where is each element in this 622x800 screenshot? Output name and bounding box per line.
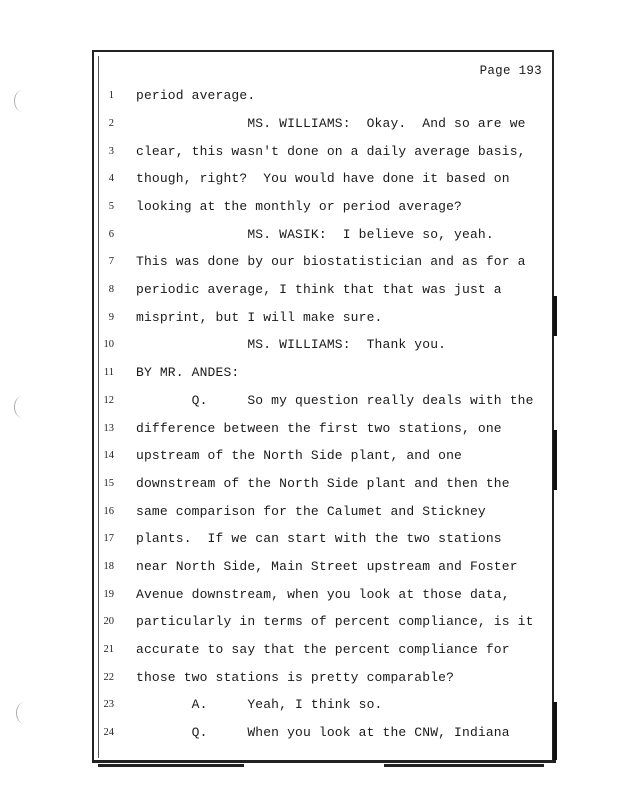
line-text: downstream of the North Side plant and then the: [136, 475, 510, 491]
line-text: MS. WASIK: I believe so, yeah.: [136, 226, 494, 242]
punch-hole-mark: [14, 90, 31, 112]
transcript-line: [100, 694, 383, 714]
line-text: Q. When you look at the CNW, Indiana: [136, 724, 510, 740]
transcript-line: [100, 307, 383, 327]
line-number: 8: [108, 283, 114, 295]
line-number: 5: [108, 200, 114, 212]
transcript-line: [100, 501, 486, 521]
line-number: 22: [103, 671, 114, 683]
transcript-line: [100, 196, 462, 216]
line-text: though, right? You would have done it based on: [136, 170, 510, 186]
transcript-line: [100, 445, 462, 465]
transcript-line: [100, 224, 494, 244]
line-number: 13: [103, 422, 114, 434]
transcript-line: [100, 279, 502, 299]
line-number: 23: [103, 698, 114, 710]
line-number: 18: [103, 560, 114, 572]
line-number: 2: [108, 117, 114, 129]
transcript-line: [100, 113, 526, 133]
transcript-line: [100, 556, 518, 576]
line-text: period average.: [136, 87, 256, 103]
transcript-line: [100, 473, 510, 493]
line-number: 1: [108, 89, 114, 101]
line-text: Avenue downstream, when you look at those data,: [136, 586, 510, 602]
line-text: clear, this wasn't done on a daily average basis,: [136, 143, 526, 159]
line-text: This was done by our biostatistician and as for a: [136, 253, 526, 269]
transcript-line: [100, 334, 446, 354]
line-text: A. Yeah, I think so.: [136, 696, 383, 712]
line-number: 21: [103, 643, 114, 655]
line-text: particularly in terms of percent compliance, is it: [136, 613, 534, 629]
line-text: upstream of the North Side plant, and one: [136, 447, 463, 463]
edge-mark: [553, 296, 557, 336]
line-number: 12: [103, 394, 114, 406]
line-text: misprint, but I will make sure.: [136, 309, 383, 325]
transcript-line: [100, 390, 534, 410]
edge-mark: [553, 430, 557, 490]
line-text: Q. So my question really deals with the: [136, 392, 534, 408]
line-text: difference between the first two stations, one: [136, 420, 502, 436]
line-number: 17: [103, 532, 114, 544]
transcript-line: [100, 639, 510, 659]
line-number: 24: [103, 726, 114, 738]
frame-bottom-rule-left: [98, 764, 244, 767]
edge-mark: [553, 702, 557, 760]
transcript-line: [100, 722, 510, 742]
punch-hole-mark: [16, 702, 33, 724]
line-number: 20: [103, 615, 114, 627]
transcript-line: [100, 611, 534, 631]
transcript-line: [100, 141, 526, 161]
line-number: 10: [103, 338, 114, 350]
transcript-line: [100, 528, 502, 548]
line-number: 16: [103, 505, 114, 517]
line-text: looking at the monthly or period average?: [136, 198, 463, 214]
line-number: 11: [103, 366, 114, 378]
transcript-line: [100, 418, 502, 438]
line-number: 14: [103, 449, 114, 461]
transcript-line: [100, 584, 510, 604]
line-text: near North Side, Main Street upstream and Foster: [136, 558, 518, 574]
line-number: 9: [108, 311, 114, 323]
line-text: MS. WILLIAMS: Thank you.: [136, 336, 447, 352]
line-text: periodic average, I think that that was just a: [136, 281, 502, 297]
page-number: Page 193: [479, 64, 542, 78]
line-text: BY MR. ANDES:: [136, 364, 240, 380]
line-number: 6: [108, 228, 114, 240]
punch-hole-mark: [14, 396, 31, 418]
line-number: 4: [108, 172, 114, 184]
transcript-line: [100, 168, 510, 188]
transcript-line: [100, 85, 255, 105]
line-text: those two stations is pretty comparable?: [136, 669, 455, 685]
line-text: accurate to say that the percent compliance for: [136, 641, 510, 657]
frame-bottom-rule: [92, 760, 556, 763]
line-number: 3: [108, 145, 114, 157]
line-number: 7: [108, 255, 114, 267]
transcript-line: [100, 251, 526, 271]
inner-left-rule: [98, 56, 99, 758]
line-number: 19: [103, 588, 114, 600]
transcript-line: [100, 667, 454, 687]
line-number: 15: [103, 477, 114, 489]
line-text: plants. If we can start with the two stations: [136, 530, 502, 546]
transcript-line: [100, 362, 239, 382]
line-text: MS. WILLIAMS: Okay. And so are we: [136, 115, 526, 131]
line-text: same comparison for the Calumet and Stickney: [136, 503, 486, 519]
frame-bottom-rule-right: [384, 764, 544, 767]
